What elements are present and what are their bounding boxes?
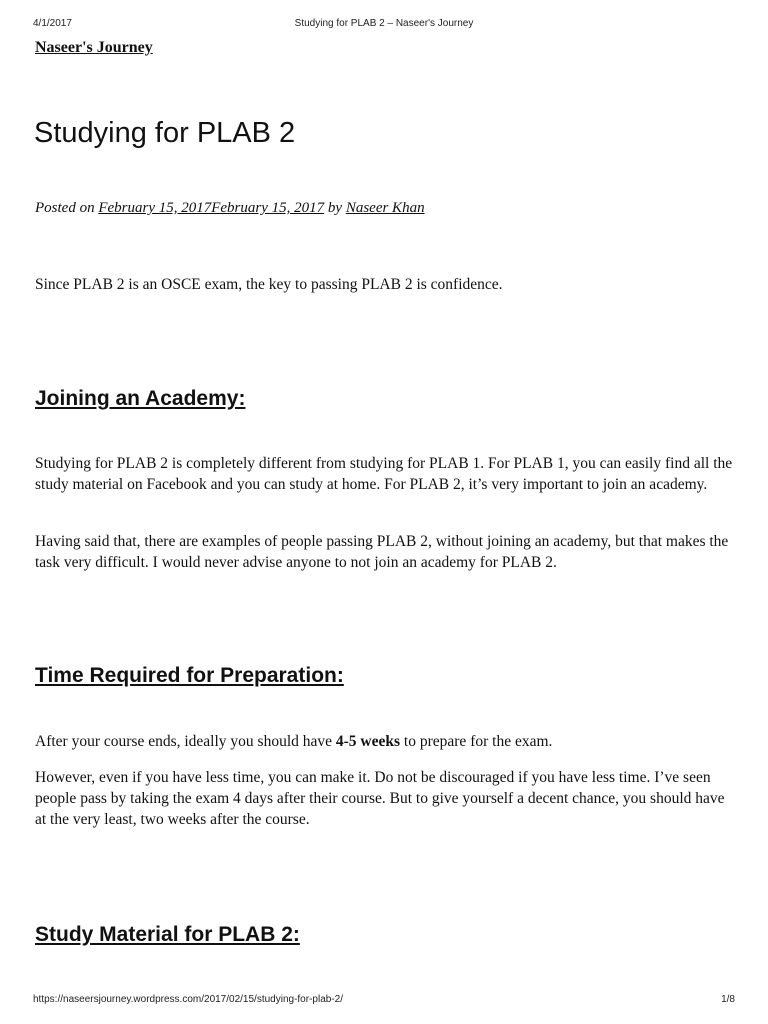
time-paragraph-1-bold: 4-5 weeks [335, 733, 401, 750]
time-paragraph-1 [35, 731, 735, 752]
academy-paragraph-1: Studying for PLAB 2 is completely different from studying for PLAB 1. For PLAB 1, you can easily find all the study material on Facebook and you can study at home. For PLAB 2, it’s very important to join an academy. [35, 455, 733, 493]
time-paragraph-1-before: After your course ends, ideally you should have [35, 733, 336, 750]
post-date-link[interactable]: February 15, 2017February 15, 2017 [98, 200, 325, 216]
section-heading-academy: Joining an Academy: [35, 387, 246, 410]
print-footer [33, 994, 735, 1008]
post-title: Studying for PLAB 2 [34, 117, 296, 149]
print-page-number: 1/8 [721, 994, 735, 1005]
by-label: by [327, 200, 343, 216]
print-date: 4/1/2017 [33, 18, 72, 29]
print-url: https://naseersjourney.wordpress.com/2017/02/15/studying-for-plab-2/ [33, 994, 343, 1005]
posted-on-label: Posted on [35, 200, 95, 216]
academy-paragraph-2: Having said that, there are examples of people passing PLAB 2, without joining an academy, but that makes the task very difficult. I would never advise anyone to not join an academy for PLAB 2. [35, 533, 729, 571]
time-paragraph-1-after: to prepare for the exam. [400, 733, 553, 750]
section-heading-time: Time Required for Preparation: [35, 664, 344, 687]
site-title-link[interactable]: Naseer's Journey [35, 39, 153, 56]
time-paragraph-2: However, even if you have less time, you can make it. Do not be discouraged if you have less time. I’ve seen people pass by taking the exam 4 days after their course. But to give yourself a decent chance, you should have at the very least, two weeks after the course. [35, 769, 725, 828]
print-document-title: Studying for PLAB 2 – Naseer's Journey [294, 18, 474, 29]
section-heading-study-material: Study Material for PLAB 2: [35, 923, 300, 946]
author-link[interactable]: Naseer Khan [345, 200, 425, 216]
intro-paragraph: Since PLAB 2 is an OSCE exam, the key to passing PLAB 2 is confidence. [35, 276, 503, 293]
print-header [33, 18, 735, 32]
post-meta [35, 200, 425, 217]
